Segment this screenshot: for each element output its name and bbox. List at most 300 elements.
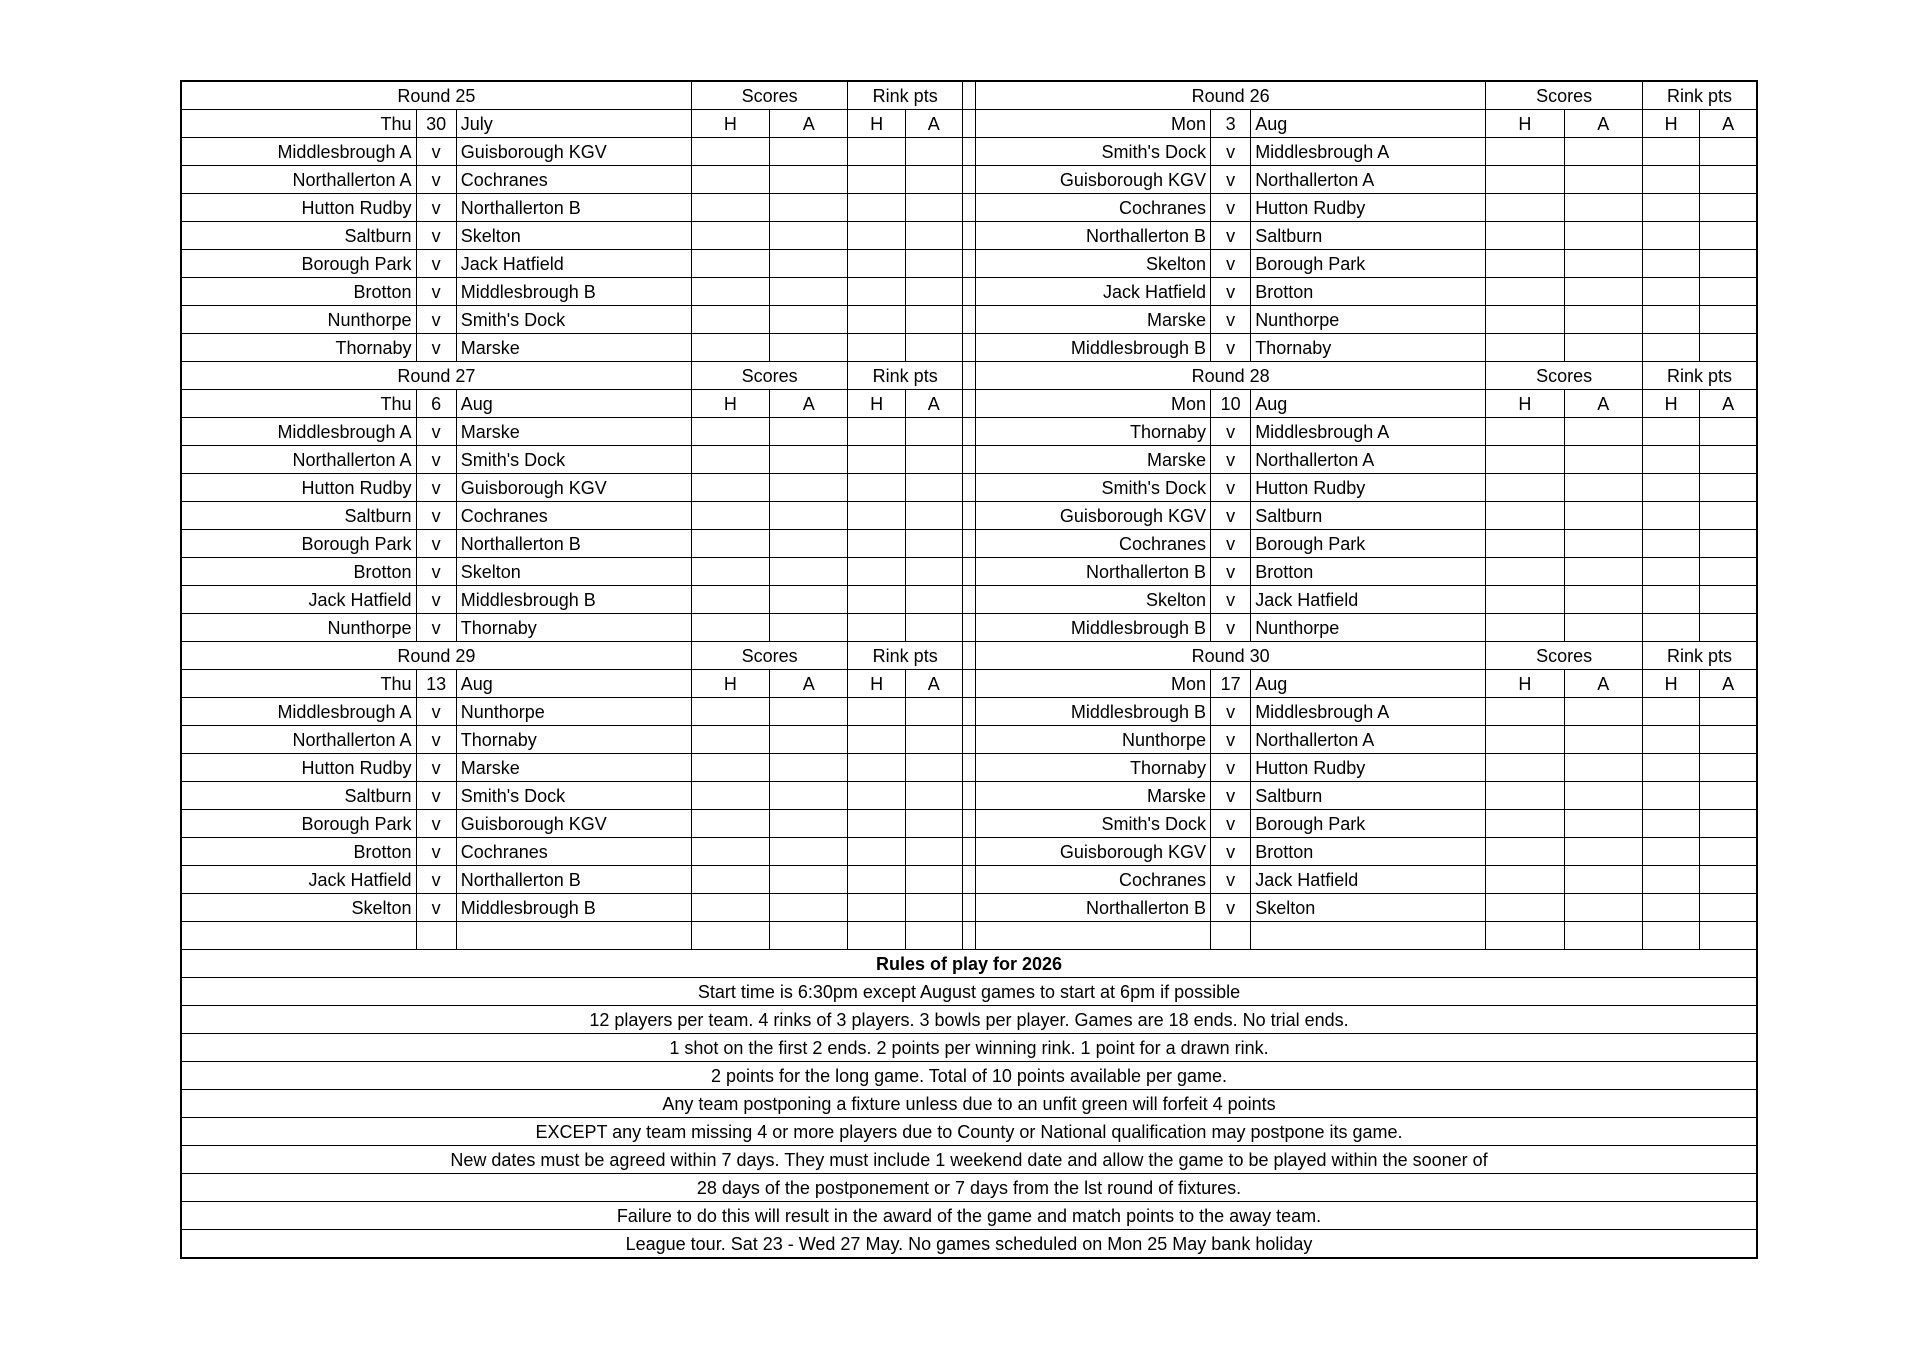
sheet-row	[181, 530, 1757, 558]
home-team: Guisborough KGV	[975, 166, 1210, 194]
sheet-row	[181, 558, 1757, 586]
versus-label: v	[1211, 754, 1251, 782]
away-score-cell	[770, 418, 848, 446]
home-score-cell	[691, 446, 769, 474]
away-team: Hutton Rudby	[1251, 754, 1486, 782]
home-rink-pts-cell	[1642, 586, 1699, 614]
rule-row	[181, 1118, 1757, 1146]
versus-label: v	[416, 726, 456, 754]
away-rink-pts-cell	[905, 726, 962, 754]
versus-label: v	[1211, 558, 1251, 586]
away-rink-pts-cell	[1700, 558, 1757, 586]
column-gap	[962, 418, 975, 446]
versus-label: v	[416, 418, 456, 446]
round-month: Aug	[1251, 670, 1486, 698]
away-score-cell	[1564, 222, 1642, 250]
home-score-cell	[691, 138, 769, 166]
away-score-cell	[770, 278, 848, 306]
away-team: Jack Hatfield	[1251, 586, 1486, 614]
away-team: Cochranes	[456, 838, 691, 866]
column-gap	[962, 614, 975, 642]
away-score-cell	[770, 530, 848, 558]
away-score-cell	[1564, 278, 1642, 306]
column-gap	[962, 838, 975, 866]
home-team: Hutton Rudby	[181, 194, 416, 222]
away-score-cell	[770, 614, 848, 642]
home-score-cell	[1486, 726, 1564, 754]
away-team: Guisborough KGV	[456, 138, 691, 166]
sheet-row	[181, 614, 1757, 642]
home-team: Brotton	[181, 838, 416, 866]
home-score-cell	[1486, 754, 1564, 782]
away-rink-pts-cell	[905, 530, 962, 558]
round-day: Thu	[181, 110, 416, 138]
away-rink-pts-cell	[1700, 838, 1757, 866]
away-team: Guisborough KGV	[456, 474, 691, 502]
home-score-cell	[1486, 586, 1564, 614]
home-score-cell	[1486, 838, 1564, 866]
away-score-cell	[1564, 614, 1642, 642]
empty-cell	[770, 922, 848, 950]
away-score-cell	[770, 726, 848, 754]
rule-text: EXCEPT any team missing 4 or more players due to County or National qualification may postpone its game.	[181, 1118, 1757, 1146]
versus-label: v	[416, 502, 456, 530]
column-gap	[962, 642, 975, 670]
away-team: Thornaby	[1251, 334, 1486, 362]
empty-cell	[691, 922, 769, 950]
home-rink-pts-cell	[1642, 418, 1699, 446]
home-rink-pts-cell	[1642, 782, 1699, 810]
versus-label: v	[416, 194, 456, 222]
away-score-cell	[1564, 866, 1642, 894]
home-team: Middlesbrough B	[975, 698, 1210, 726]
away-team: Marske	[456, 754, 691, 782]
home-team: Hutton Rudby	[181, 754, 416, 782]
away-score-cell	[1564, 838, 1642, 866]
sheet-row	[181, 222, 1757, 250]
away-team: Smith's Dock	[456, 306, 691, 334]
home-team: Middlesbrough B	[975, 334, 1210, 362]
rule-text: 12 players per team. 4 rinks of 3 players. 3 bowls per player. Games are 18 ends. No trial ends.	[181, 1006, 1757, 1034]
away-score-cell	[770, 306, 848, 334]
round-day: Mon	[975, 390, 1210, 418]
sheet-row	[181, 278, 1757, 306]
home-rink-pts-cell	[848, 250, 905, 278]
away-team: Brotton	[1251, 278, 1486, 306]
away-team: Middlesbrough A	[1251, 418, 1486, 446]
versus-label: v	[416, 586, 456, 614]
away-team: Middlesbrough B	[456, 586, 691, 614]
away-team: Hutton Rudby	[1251, 194, 1486, 222]
away-team: Northallerton A	[1251, 726, 1486, 754]
away-score-cell	[770, 166, 848, 194]
home-rink-pts-cell	[848, 222, 905, 250]
empty-cell	[848, 922, 905, 950]
home-score-cell	[691, 894, 769, 922]
home-score-cell	[691, 698, 769, 726]
scores-away-header: A	[1564, 670, 1642, 698]
away-score-cell	[770, 250, 848, 278]
rink-home-header: H	[848, 110, 905, 138]
home-team: Borough Park	[181, 530, 416, 558]
home-score-cell	[691, 866, 769, 894]
home-team: Jack Hatfield	[975, 278, 1210, 306]
round-month: Aug	[456, 390, 691, 418]
home-rink-pts-cell	[1642, 194, 1699, 222]
away-score-cell	[770, 474, 848, 502]
scores-away-header: A	[770, 390, 848, 418]
versus-label: v	[1211, 894, 1251, 922]
versus-label: v	[416, 530, 456, 558]
sheet-row	[181, 166, 1757, 194]
empty-cell	[1564, 922, 1642, 950]
rink-away-header: A	[1700, 670, 1757, 698]
away-team: Thornaby	[456, 726, 691, 754]
home-team: Northallerton B	[975, 222, 1210, 250]
home-team: Nunthorpe	[181, 306, 416, 334]
empty-cell	[416, 922, 456, 950]
home-rink-pts-cell	[1642, 810, 1699, 838]
column-gap	[962, 222, 975, 250]
home-rink-pts-cell	[1642, 250, 1699, 278]
column-gap	[962, 194, 975, 222]
blank-row	[181, 922, 1757, 950]
away-team: Northallerton A	[1251, 166, 1486, 194]
sheet-row	[181, 726, 1757, 754]
sheet-row	[181, 698, 1757, 726]
away-score-cell	[770, 334, 848, 362]
home-rink-pts-cell	[1642, 278, 1699, 306]
home-rink-pts-cell	[1642, 334, 1699, 362]
away-score-cell	[1564, 754, 1642, 782]
versus-label: v	[416, 810, 456, 838]
home-score-cell	[1486, 894, 1564, 922]
away-score-cell	[1564, 138, 1642, 166]
rule-row	[181, 1146, 1757, 1174]
away-team: Thornaby	[456, 614, 691, 642]
away-rink-pts-cell	[1700, 418, 1757, 446]
column-gap	[962, 390, 975, 418]
sheet-row	[181, 110, 1757, 138]
home-team: Borough Park	[181, 810, 416, 838]
away-rink-pts-cell	[1700, 782, 1757, 810]
home-score-cell	[1486, 250, 1564, 278]
home-team: Northallerton A	[181, 166, 416, 194]
rink-home-header: H	[848, 670, 905, 698]
home-team: Guisborough KGV	[975, 838, 1210, 866]
column-gap	[962, 110, 975, 138]
column-gap	[962, 810, 975, 838]
sheet-row	[181, 894, 1757, 922]
sheet-row	[181, 838, 1757, 866]
sheet-row	[181, 502, 1757, 530]
away-score-cell	[1564, 586, 1642, 614]
rink-pts-header: Rink pts	[848, 642, 963, 670]
home-rink-pts-cell	[1642, 838, 1699, 866]
home-score-cell	[691, 194, 769, 222]
sheet-row	[181, 446, 1757, 474]
home-rink-pts-cell	[1642, 166, 1699, 194]
home-rink-pts-cell	[1642, 726, 1699, 754]
empty-cell	[1700, 922, 1757, 950]
round-month: Aug	[1251, 390, 1486, 418]
round-title: Round 25	[181, 81, 691, 110]
versus-label: v	[1211, 194, 1251, 222]
home-rink-pts-cell	[1642, 614, 1699, 642]
away-rink-pts-cell	[1700, 810, 1757, 838]
rink-away-header: A	[905, 110, 962, 138]
scores-header: Scores	[691, 81, 848, 110]
home-score-cell	[691, 558, 769, 586]
away-rink-pts-cell	[905, 698, 962, 726]
home-rink-pts-cell	[848, 166, 905, 194]
column-gap	[962, 278, 975, 306]
home-score-cell	[691, 586, 769, 614]
versus-label: v	[416, 754, 456, 782]
home-team: Skelton	[181, 894, 416, 922]
home-rink-pts-cell	[848, 782, 905, 810]
home-team: Hutton Rudby	[181, 474, 416, 502]
round-day: Thu	[181, 670, 416, 698]
away-rink-pts-cell	[905, 166, 962, 194]
home-team: Skelton	[975, 586, 1210, 614]
home-score-cell	[691, 222, 769, 250]
scores-home-header: H	[691, 670, 769, 698]
home-rink-pts-cell	[848, 614, 905, 642]
column-gap	[962, 670, 975, 698]
home-rink-pts-cell	[848, 530, 905, 558]
away-team: Middlesbrough A	[1251, 138, 1486, 166]
sheet-row	[181, 81, 1757, 110]
sheet-row	[181, 418, 1757, 446]
away-score-cell	[1564, 558, 1642, 586]
sheet-row	[181, 586, 1757, 614]
rink-home-header: H	[1642, 670, 1699, 698]
home-rink-pts-cell	[1642, 474, 1699, 502]
home-team: Guisborough KGV	[975, 502, 1210, 530]
away-rink-pts-cell	[905, 810, 962, 838]
home-score-cell	[1486, 810, 1564, 838]
away-team: Guisborough KGV	[456, 810, 691, 838]
home-score-cell	[1486, 502, 1564, 530]
home-score-cell	[691, 810, 769, 838]
away-rink-pts-cell	[905, 418, 962, 446]
away-team: Saltburn	[1251, 782, 1486, 810]
home-score-cell	[691, 726, 769, 754]
column-gap	[962, 782, 975, 810]
sheet-row	[181, 810, 1757, 838]
versus-label: v	[1211, 502, 1251, 530]
home-rink-pts-cell	[1642, 138, 1699, 166]
rink-away-header: A	[905, 670, 962, 698]
versus-label: v	[416, 250, 456, 278]
rule-text: 2 points for the long game. Total of 10 points available per game.	[181, 1062, 1757, 1090]
versus-label: v	[1211, 138, 1251, 166]
column-gap	[962, 138, 975, 166]
away-team: Skelton	[1251, 894, 1486, 922]
home-rink-pts-cell	[848, 194, 905, 222]
away-team: Smith's Dock	[456, 446, 691, 474]
home-team: Cochranes	[975, 194, 1210, 222]
home-rink-pts-cell	[848, 334, 905, 362]
away-rink-pts-cell	[1700, 530, 1757, 558]
rule-text: League tour. Sat 23 - Wed 27 May. No games scheduled on Mon 25 May bank holiday	[181, 1230, 1757, 1259]
home-rink-pts-cell	[848, 838, 905, 866]
scores-home-header: H	[1486, 390, 1564, 418]
rink-away-header: A	[905, 390, 962, 418]
home-team: Smith's Dock	[975, 810, 1210, 838]
rink-home-header: H	[1642, 110, 1699, 138]
home-rink-pts-cell	[1642, 866, 1699, 894]
column-gap	[962, 362, 975, 390]
home-rink-pts-cell	[848, 502, 905, 530]
scores-header: Scores	[1486, 362, 1643, 390]
empty-cell	[975, 922, 1210, 950]
away-rink-pts-cell	[905, 446, 962, 474]
away-score-cell	[1564, 446, 1642, 474]
home-score-cell	[691, 530, 769, 558]
home-score-cell	[1486, 278, 1564, 306]
home-team: Skelton	[975, 250, 1210, 278]
home-score-cell	[1486, 530, 1564, 558]
away-score-cell	[770, 138, 848, 166]
empty-cell	[181, 922, 416, 950]
versus-label: v	[1211, 166, 1251, 194]
home-score-cell	[691, 334, 769, 362]
column-gap	[962, 558, 975, 586]
versus-label: v	[416, 614, 456, 642]
home-score-cell	[691, 502, 769, 530]
round-title: Round 27	[181, 362, 691, 390]
home-score-cell	[1486, 166, 1564, 194]
versus-label: v	[1211, 278, 1251, 306]
versus-label: v	[416, 166, 456, 194]
home-score-cell	[1486, 306, 1564, 334]
away-team: Brotton	[1251, 838, 1486, 866]
home-team: Brotton	[181, 558, 416, 586]
versus-label: v	[416, 866, 456, 894]
home-team: Smith's Dock	[975, 474, 1210, 502]
away-team: Middlesbrough B	[456, 278, 691, 306]
away-score-cell	[1564, 474, 1642, 502]
scores-away-header: A	[770, 670, 848, 698]
home-rink-pts-cell	[848, 894, 905, 922]
home-score-cell	[1486, 194, 1564, 222]
home-rink-pts-cell	[1642, 558, 1699, 586]
home-score-cell	[1486, 418, 1564, 446]
away-rink-pts-cell	[1700, 894, 1757, 922]
away-score-cell	[1564, 334, 1642, 362]
sheet-row	[181, 362, 1757, 390]
away-rink-pts-cell	[1700, 586, 1757, 614]
rule-text: 28 days of the postponement or 7 days from the lst round of fixtures.	[181, 1174, 1757, 1202]
scores-away-header: A	[770, 110, 848, 138]
versus-label: v	[1211, 418, 1251, 446]
round-date: 17	[1211, 670, 1251, 698]
round-date: 6	[416, 390, 456, 418]
home-rink-pts-cell	[1642, 306, 1699, 334]
home-team: Saltburn	[181, 502, 416, 530]
home-rink-pts-cell	[1642, 894, 1699, 922]
versus-label: v	[1211, 306, 1251, 334]
home-score-cell	[1486, 698, 1564, 726]
column-gap	[962, 586, 975, 614]
column-gap	[962, 306, 975, 334]
rule-row	[181, 1062, 1757, 1090]
away-score-cell	[770, 754, 848, 782]
round-day: Mon	[975, 110, 1210, 138]
column-gap	[962, 250, 975, 278]
home-team: Saltburn	[181, 222, 416, 250]
away-rink-pts-cell	[1700, 166, 1757, 194]
away-score-cell	[770, 810, 848, 838]
home-rink-pts-cell	[848, 698, 905, 726]
scores-home-header: H	[691, 390, 769, 418]
rule-text: 1 shot on the first 2 ends. 2 points per winning rink. 1 point for a drawn rink.	[181, 1034, 1757, 1062]
away-rink-pts-cell	[1700, 754, 1757, 782]
away-rink-pts-cell	[905, 558, 962, 586]
column-gap	[962, 81, 975, 110]
away-team: Hutton Rudby	[1251, 474, 1486, 502]
versus-label: v	[1211, 782, 1251, 810]
rule-row	[181, 1006, 1757, 1034]
away-score-cell	[770, 586, 848, 614]
away-rink-pts-cell	[1700, 446, 1757, 474]
away-team: Marske	[456, 418, 691, 446]
home-score-cell	[691, 306, 769, 334]
empty-cell	[1211, 922, 1251, 950]
home-score-cell	[1486, 614, 1564, 642]
versus-label: v	[416, 306, 456, 334]
home-team: Middlesbrough A	[181, 698, 416, 726]
home-score-cell	[1486, 474, 1564, 502]
rink-pts-header: Rink pts	[1642, 81, 1757, 110]
home-score-cell	[1486, 558, 1564, 586]
home-team: Brotton	[181, 278, 416, 306]
away-team: Cochranes	[456, 502, 691, 530]
empty-cell	[456, 922, 691, 950]
rink-pts-header: Rink pts	[848, 362, 963, 390]
home-score-cell	[1486, 866, 1564, 894]
home-rink-pts-cell	[848, 754, 905, 782]
away-rink-pts-cell	[1700, 194, 1757, 222]
home-team: Smith's Dock	[975, 138, 1210, 166]
away-team: Borough Park	[1251, 250, 1486, 278]
away-score-cell	[1564, 194, 1642, 222]
rules-title: Rules of play for 2026	[181, 950, 1757, 978]
away-team: Marske	[456, 334, 691, 362]
sheet-row	[181, 474, 1757, 502]
scores-away-header: A	[1564, 110, 1642, 138]
versus-label: v	[416, 782, 456, 810]
rule-row	[181, 978, 1757, 1006]
away-rink-pts-cell	[1700, 306, 1757, 334]
round-date: 10	[1211, 390, 1251, 418]
rink-pts-header: Rink pts	[848, 81, 963, 110]
scores-header: Scores	[691, 642, 848, 670]
home-team: Northallerton A	[181, 446, 416, 474]
column-gap	[962, 866, 975, 894]
empty-cell	[1251, 922, 1486, 950]
scores-header: Scores	[691, 362, 848, 390]
sheet-row	[181, 642, 1757, 670]
versus-label: v	[416, 558, 456, 586]
away-team: Borough Park	[1251, 810, 1486, 838]
home-rink-pts-cell	[848, 418, 905, 446]
sheet-row	[181, 670, 1757, 698]
away-team: Jack Hatfield	[1251, 866, 1486, 894]
versus-label: v	[1211, 334, 1251, 362]
